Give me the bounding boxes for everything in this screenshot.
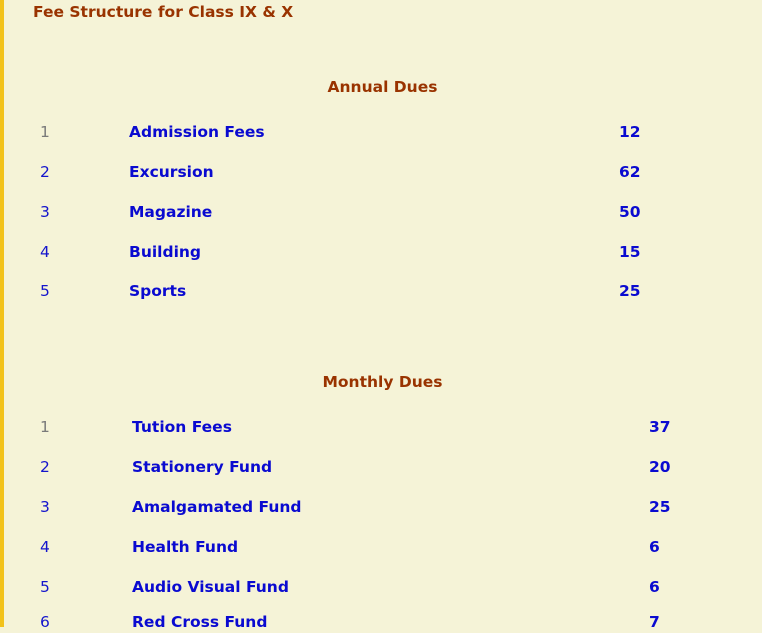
table-row — [0, 496, 762, 518]
fee-amount: 15 — [619, 243, 641, 261]
row-number: 4 — [40, 538, 50, 556]
row-number: 1 — [40, 418, 50, 436]
row-number: 5 — [40, 578, 50, 596]
table-row — [0, 121, 762, 143]
fee-amount: 6 — [649, 538, 660, 556]
fee-name: Red Cross Fund — [132, 613, 268, 631]
row-number: 1 — [40, 123, 50, 141]
table-row — [0, 456, 762, 478]
fee-name: Building — [129, 243, 202, 261]
fee-name: Tution Fees — [132, 418, 232, 436]
fee-amount: 37 — [649, 418, 671, 436]
row-number: 2 — [40, 163, 50, 181]
fee-amount: 50 — [619, 203, 641, 221]
fee-amount: 7 — [649, 613, 660, 631]
fee-name: Admission Fees — [129, 123, 265, 141]
fee-name: Excursion — [129, 163, 214, 181]
row-number: 3 — [40, 498, 50, 516]
page-title: Fee Structure for Class IX & X — [33, 3, 294, 21]
fee-amount: 25 — [619, 282, 641, 300]
fee-name: Magazine — [129, 203, 213, 221]
fee-amount: 20 — [649, 458, 671, 476]
row-number: 5 — [40, 282, 50, 300]
table-row — [0, 536, 762, 558]
row-number: 4 — [40, 243, 50, 261]
fee-name: Stationery Fund — [132, 458, 273, 476]
fee-name: Audio Visual Fund — [132, 578, 289, 596]
monthly-dues-heading: Monthly Dues — [322, 373, 443, 391]
table-row — [0, 201, 762, 223]
fee-amount: 12 — [619, 123, 641, 141]
fee-name: Health Fund — [132, 538, 239, 556]
fee-amount: 62 — [619, 163, 641, 181]
row-number: 6 — [40, 613, 50, 631]
fee-name: Amalgamated Fund — [132, 498, 302, 516]
fee-amount: 6 — [649, 578, 660, 596]
table-row — [0, 161, 762, 183]
table-row — [0, 280, 762, 302]
table-row — [0, 241, 762, 263]
fee-name: Sports — [129, 282, 187, 300]
table-row — [0, 576, 762, 598]
table-row — [0, 611, 762, 633]
row-number: 2 — [40, 458, 50, 476]
annual-dues-heading: Annual Dues — [327, 78, 438, 96]
table-row — [0, 416, 762, 438]
fee-amount: 25 — [649, 498, 671, 516]
row-number: 3 — [40, 203, 50, 221]
